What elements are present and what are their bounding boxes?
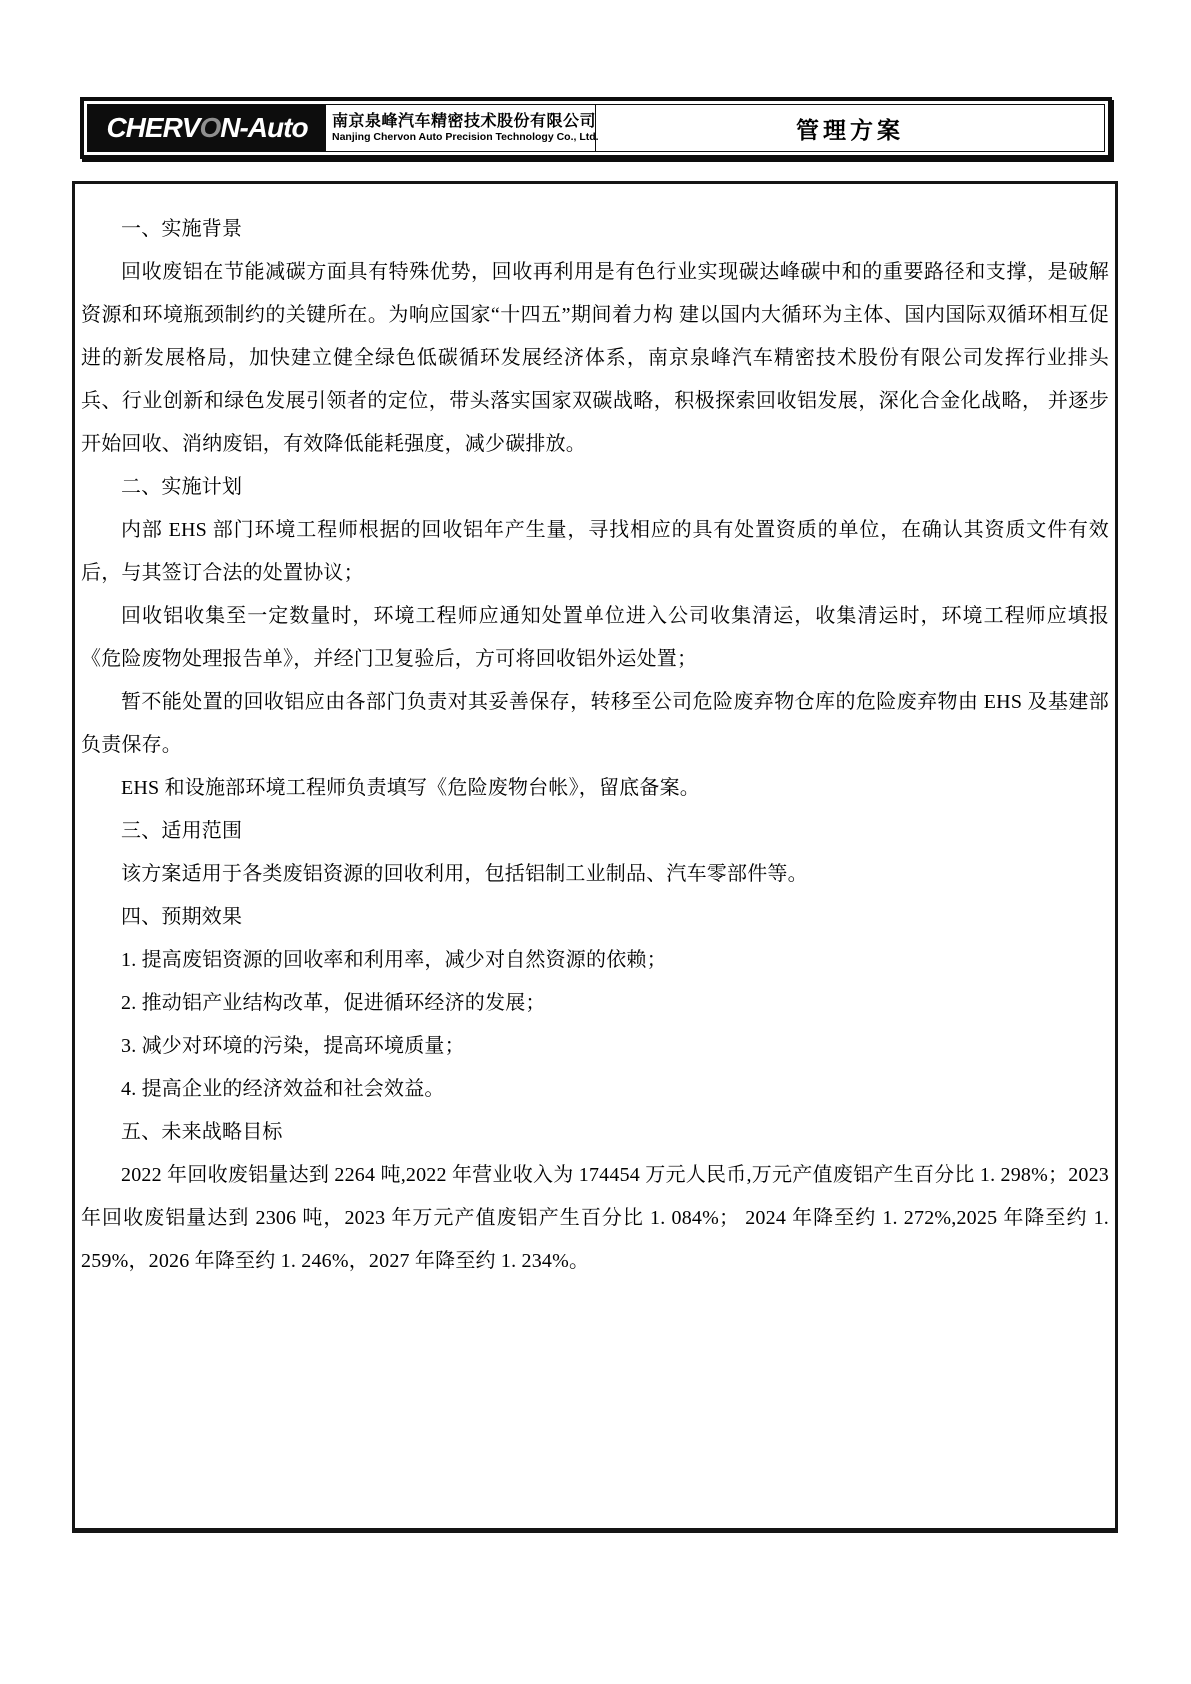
section-future-strategic-goals <box>81 1111 1109 1283</box>
paragraph: 暂不能处置的回收铝应由各部门负责对其妥善保存，转移至公司危险废弃物仓库的危险废弃物由 EHS 及基建部负责保存。 <box>81 691 1109 756</box>
company-name-cell <box>326 105 599 151</box>
header-table <box>87 104 1105 152</box>
section-title: 一、实施背景 <box>121 218 243 240</box>
paragraph: 回收铝收集至一定数量时，环境工程师应通知处置单位进入公司收集清运，收集清运时，环境工程师应填报《危险废物处理报告单》，并经门卫复验后，方可将回收铝外运处置； <box>81 605 1109 670</box>
section-expected-results <box>81 896 1109 1111</box>
list-item: 2. 推动铝产业结构改革，促进循环经济的发展； <box>121 992 546 1014</box>
company-name-chinese: 南京泉峰汽车精密技术股份有限公司 <box>332 113 597 130</box>
paragraph: 回收废铝在节能减碳方面具有特殊优势，回收再利用是有色行业实现碳达峰碳中和的重要路径和支撑，是破解资源和环境瓶颈制约的关键所在。为响应国家“十四五”期间着力构 建以国内大循环为主体、国内国际双循环相互促进的新发展格局，加快建立健全绿色低碳循环发展经济体系，南京泉峰汽车精密技术股份有限公司发挥行业排头兵、行业创新和绿色发展引领者的定位，带头落实国家双碳战略，积极探索回收铝发展，深化合金化战略， 并逐步开始回收、消纳废铝，有效降低能耗强度，减少碳排放。 <box>81 261 1109 455</box>
section-implementation-background <box>81 208 1109 466</box>
logo-text-prefix: CHERV <box>106 112 200 143</box>
list-item: 1. 提高废铝资源的回收率和利用率，减少对自然资源的依赖； <box>121 949 667 971</box>
paragraph: 内部 EHS 部门环境工程师根据的回收铝年产生量，寻找相应的具有处置资质的单位，在确认其资质文件有效后，与其签订合法的处置协议； <box>81 519 1109 584</box>
logo-o-ring-icon: O <box>199 112 221 143</box>
section-title: 二、实施计划 <box>121 476 243 498</box>
section-title: 三、适用范围 <box>121 820 243 842</box>
paragraph: 2022 年回收废铝量达到 2264 吨,2022 年营业收入为 174454 万元人民币,万元产值废铝产生百分比 1. 298%；2023 年回收废铝量达到 2306 吨，2023 年万元产值废铝产生百分比 1. 084%； 2024 年降至约 1. 272%,2025 年降至约 1. 259%，2026 年降至约 1. 246%，2027 年降至约 1. 234%。 <box>81 1164 1109 1272</box>
document-header <box>80 97 1112 159</box>
company-name-english: Nanjing Chervon Auto Precision Technology Co., Ltd. <box>332 131 599 143</box>
paragraph: EHS 和设施部环境工程师负责填写《危险废物台帐》，留底备案。 <box>121 777 700 799</box>
section-title: 四、预期效果 <box>121 906 243 928</box>
section-title: 五、未来战略目标 <box>121 1121 283 1143</box>
logo-text-suffix: N-Auto <box>220 112 308 143</box>
document-title: 管理方案 <box>796 116 904 143</box>
chervon-auto-logo <box>88 105 326 151</box>
section-implementation-plan <box>81 466 1109 810</box>
section-scope-of-application <box>81 810 1109 896</box>
list-item: 4. 提高企业的经济效益和社会效益。 <box>121 1078 445 1100</box>
document-body-frame <box>72 181 1118 1533</box>
list-item: 3. 减少对环境的污染，提高环境质量； <box>121 1035 465 1057</box>
paragraph: 该方案适用于各类废铝资源的回收利用，包括铝制工业制品、汽车零部件等。 <box>121 863 808 885</box>
